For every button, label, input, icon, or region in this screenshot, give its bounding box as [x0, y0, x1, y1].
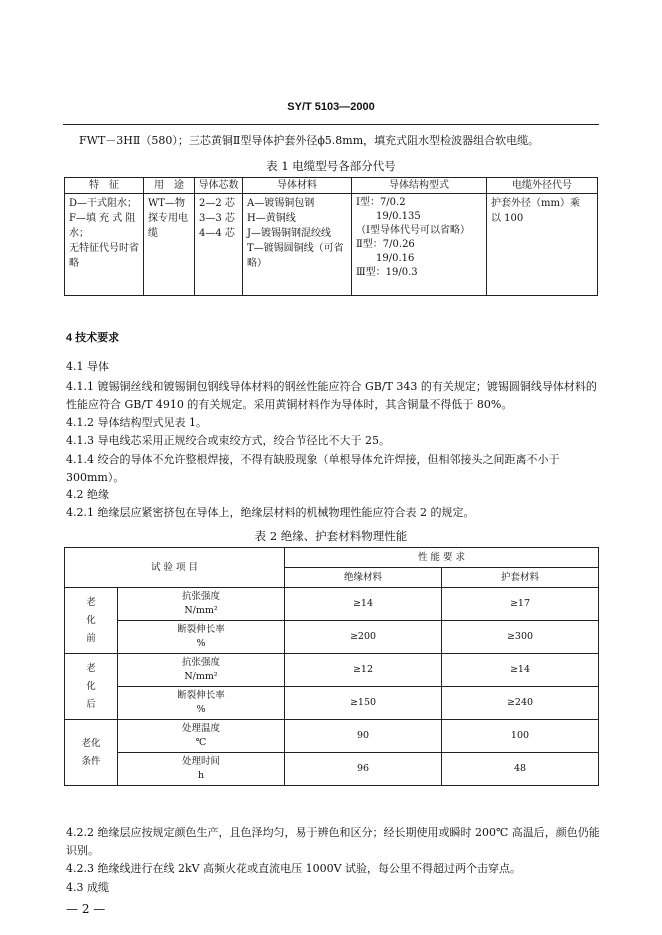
section-4-3: 4.3 成缆 [66, 881, 109, 894]
intro-line: FWT－3HⅡ（580）；三芯黄铜Ⅱ型导体护套外径ϕ5.8mm，填充式阻水型检波器组合软电缆。 [79, 134, 540, 147]
cell-purpose [144, 194, 195, 296]
section-4-1: 4.1 导体 [66, 360, 109, 373]
cell-line: 4—4 芯 [199, 228, 235, 239]
cell-line: 3—3 芯 [199, 213, 235, 224]
insulation-value: ≥14 [285, 588, 442, 621]
cell-line: 2—2 芯 [199, 198, 235, 209]
insulation-value: ≥12 [285, 654, 442, 687]
item-name: 断裂伸长率 [177, 690, 225, 701]
cell-line: WT—物 [148, 198, 185, 209]
group-label-part: 老 [86, 662, 96, 674]
item-unit: N/mm² [184, 671, 218, 682]
sheath-value: ≥14 [442, 654, 599, 687]
group-label [65, 654, 118, 720]
sheath-value: ≥17 [442, 588, 599, 621]
table-row [65, 654, 599, 687]
cell-line: D—干式阻水； [69, 198, 138, 209]
cell-diameter [487, 194, 598, 296]
cell-line: 略） [247, 258, 267, 269]
table-row [65, 588, 599, 621]
group-label-part: 老 [86, 596, 96, 608]
section-4-1-4: 4.1.4 绞合的导体不允许整根焊接，不得有缺股现象（单根导体允许焊接，但相邻接头之间距离不小于 300mm）。 [66, 453, 560, 484]
insulation-header: 绝缘材料 [285, 568, 442, 588]
table-row [65, 720, 599, 753]
col-header: 用 途 [144, 178, 195, 194]
item-cell [118, 720, 285, 753]
group-label-part: 化 [86, 614, 96, 626]
page-header-code: SY/T 5103—2000 [287, 101, 375, 113]
sheath-value: ≥240 [442, 687, 599, 720]
cell-line: 护套外径（mm）乘 [491, 198, 580, 209]
perf-req-header: 性 能 要 求 [285, 548, 599, 568]
col-header: 导体材料 [243, 178, 352, 194]
col-header: 特 征 [65, 178, 144, 194]
item-cell [118, 687, 285, 720]
group-label-part: 前 [86, 632, 96, 644]
table-row [65, 753, 599, 786]
cell-line: Ⅰ型：7/0.2 [356, 197, 406, 208]
col-header: 电缆外径代号 [487, 178, 598, 194]
section-4-2: 4.2 绝缘 [66, 488, 109, 501]
section-4-title: 4 技术要求 [66, 332, 120, 344]
table1-body-row [65, 194, 598, 296]
cell-line: J—镀锡铜钢混绞线 [247, 228, 332, 239]
item-name: 断裂伸长率 [177, 624, 225, 635]
item-cell [118, 654, 285, 687]
page-number: — 2 — [66, 902, 106, 916]
item-unit: % [196, 638, 206, 649]
item-name: 处理温度 [181, 723, 220, 734]
cell-line: （Ⅰ型导体代号可以省略） [356, 225, 470, 236]
table2-caption: 表 2 绝缘、护套材料物理性能 [254, 529, 408, 543]
section-4-1-1: 4.1.1 镀锡铜丝线和镀锡铜包钢线导体材料的钢丝性能应符合 GB/T 343 的有关规定；镀锡圆铜线导体材料的性能应符合 GB/T 4910 的有关规定。采用黄铜材料作为导体时，其含铜量不得低于 80%。 [66, 380, 597, 411]
cell-structure [352, 194, 487, 296]
cell-line: 略 [69, 258, 79, 269]
item-unit: % [196, 704, 206, 715]
group-label-part: 条件 [81, 755, 101, 767]
cell-line: 探专用电 [148, 213, 188, 224]
insulation-value: 96 [285, 753, 442, 786]
cell-line: 缆 [148, 228, 158, 239]
cell-line: T—镀锡圆铜线（可省 [247, 243, 344, 254]
header-rule [63, 124, 599, 125]
cell-material [243, 194, 352, 296]
table-row [65, 621, 599, 654]
section-4-1-2: 4.1.2 导体结构型式见表 1。 [66, 416, 207, 429]
item-name: 处理时间 [181, 756, 220, 767]
group-label-part: 化 [86, 680, 96, 692]
item-name: 抗张强度 [181, 591, 220, 602]
cell-line: A—镀锡铜包钢 [247, 198, 315, 209]
item-unit: h [197, 770, 205, 781]
cell-line: 水； [69, 228, 89, 239]
sheath-header: 护套材料 [442, 568, 599, 588]
section-4-2-3: 4.2.3 绝缘线进行在线 2kV 高频火花或直流电压 1000V 试验，每公里不得超过两个击穿点。 [66, 862, 522, 875]
item-unit: N/mm² [184, 605, 218, 616]
table-row [65, 687, 599, 720]
cell-line: 19/0.135 [356, 211, 421, 222]
cell-line: 19/0.16 [356, 253, 415, 264]
insulation-value: 90 [285, 720, 442, 753]
section-4-1-3: 4.1.3 导电线芯采用正规绞合或束绞方式，绞合节径比不大于 25。 [66, 434, 390, 447]
cell-line: Ⅱ型：7/0.26 [356, 239, 415, 250]
section-4-2-1: 4.2.1 绝缘层应紧密挤包在导体上，绝缘层材料的机械物理性能应符合表 2 的规定。 [66, 506, 475, 519]
insulation-value: ≥150 [285, 687, 442, 720]
group-label-part: 老化 [81, 737, 101, 749]
cell-cores [195, 194, 243, 296]
sheath-value: 48 [442, 753, 599, 786]
cell-line: 无特征代号时省 [69, 243, 139, 254]
cell-line: F—填 充 式 阻 [69, 213, 136, 224]
test-item-header: 试 验 项 目 [65, 548, 285, 588]
cell-line: 以 100 [491, 213, 524, 224]
cell-line: H—黄铜线 [247, 213, 296, 224]
table1-caption: 表 1 电缆型号各部分代号 [266, 159, 396, 173]
cell-features [65, 194, 144, 296]
table2 [64, 547, 599, 786]
group-label [65, 720, 118, 786]
sheath-value: 100 [442, 720, 599, 753]
table1 [64, 177, 598, 296]
group-label-part: 后 [86, 698, 96, 710]
group-label [65, 588, 118, 654]
item-cell [118, 753, 285, 786]
item-unit: ℃ [195, 737, 207, 748]
sheath-value: ≥300 [442, 621, 599, 654]
insulation-value: ≥200 [285, 621, 442, 654]
item-name: 抗张强度 [181, 657, 220, 668]
item-cell [118, 588, 285, 621]
section-4-2-2: 4.2.2 绝缘层应按规定颜色生产，且色泽均匀，易于辨色和区分；经长期使用或瞬时 200℃ 高温后，颜色仍能识别。 [66, 826, 600, 857]
cell-line: Ⅲ型：19/0.3 [356, 267, 418, 278]
table1-header-row [65, 178, 598, 194]
col-header: 导体结构型式 [352, 178, 487, 194]
table2-header-row [65, 548, 599, 568]
item-cell [118, 621, 285, 654]
col-header: 导体芯数 [195, 178, 243, 194]
